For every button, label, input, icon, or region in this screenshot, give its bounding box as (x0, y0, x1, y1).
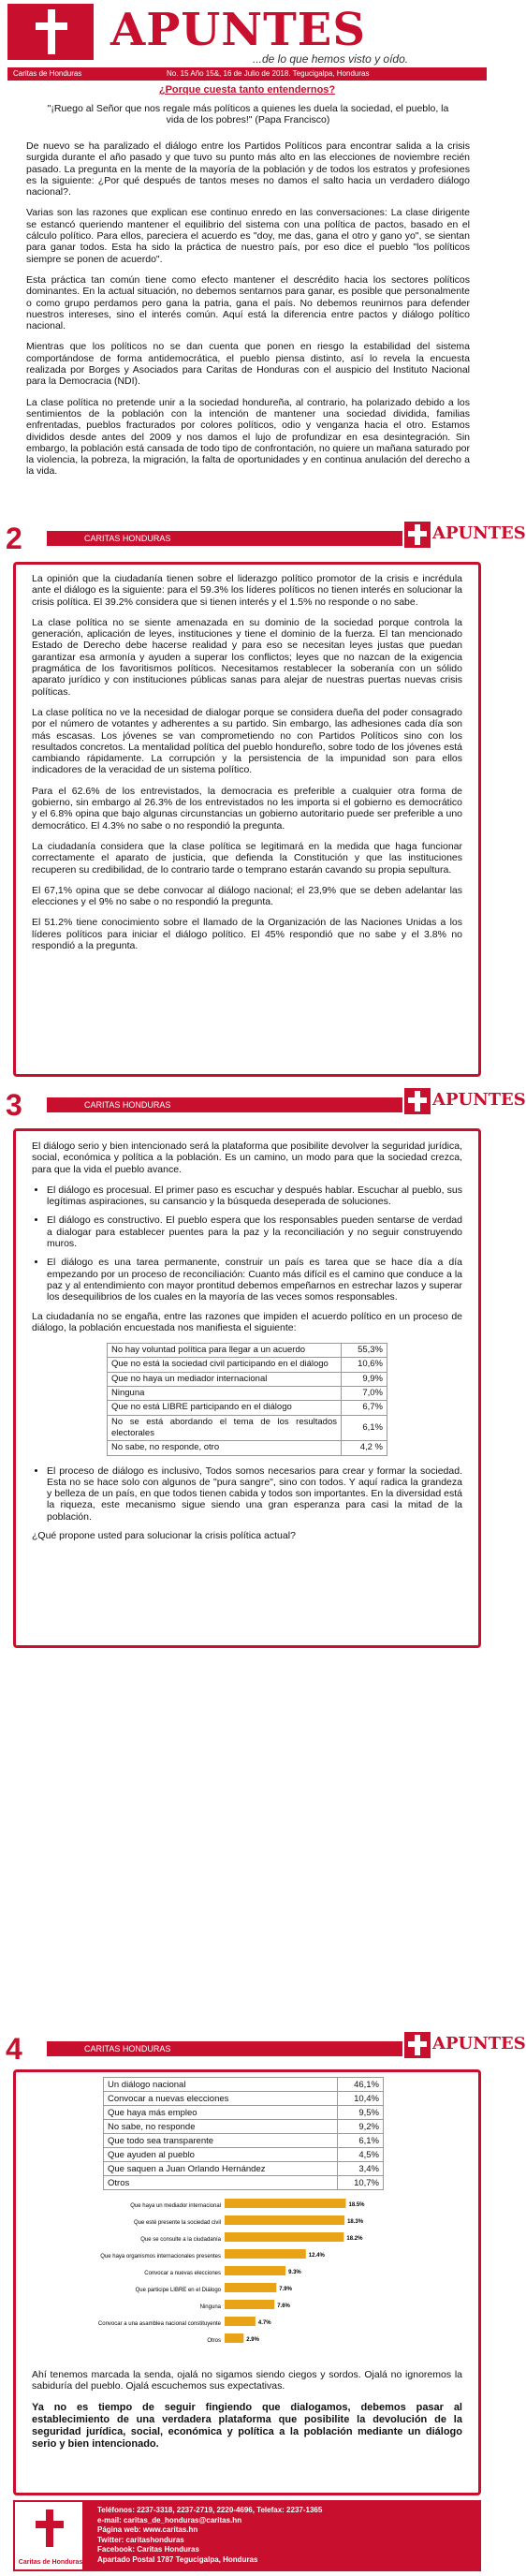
table-row (108, 1401, 387, 1415)
cross-icon (36, 2510, 64, 2547)
pope-quote: "¡Ruego al Señor que nos regale más políticos a quienes les duela la sociedad, el pueblo, la vida de los pobres!" (Papa Francisco) (47, 103, 449, 126)
issue-info: No. 15 Año 15&, 16 de Julio de 2018. Tegucigalpa, Honduras (167, 69, 370, 78)
data-label: 2.9% (246, 2337, 259, 2343)
footer-logo (13, 2500, 84, 2571)
table-cell-label: Que haya más empleo (104, 2106, 338, 2120)
table-row (108, 1415, 387, 1441)
issue-bar (7, 67, 487, 81)
paragraph: La clase política no se siente amenazada en su dominio de la sociedad porque controla la generación, aplicación de leyes, instituciones y tiene el dominio de la fuerza. El tan mencionado Estado de Derecho debe hacerse realidad y para eso se necesitan leyes justas que puedan garantizar esa armonía y ayuden a superar los conflictos; leyes que no nazcan de la exigencia pragmática de los favoritismos políticos. Necesitamos restablecer la soberanía con un sólido aparato jurídico y con instituciones públicas sanas para alejar de nuestras puertas nuevas crisis políticas. (32, 616, 462, 698)
table-row (104, 2078, 384, 2092)
table-row (104, 2134, 384, 2148)
data-label: 18.5% (348, 2202, 365, 2208)
table-cell-value: 55,3% (342, 1344, 387, 1358)
bar (225, 2249, 306, 2259)
footer (13, 2500, 481, 2571)
table-row (108, 1387, 387, 1401)
contact-line[interactable]: Facebook: Caritas Honduras (97, 2545, 199, 2554)
footer-logo-text: Caritas de Honduras (18, 2559, 83, 2566)
bullet-list (32, 1185, 462, 1303)
contact-line: Apartado Postal 1787 Tegucigalpa, Honduras (97, 2554, 258, 2564)
data-label: 18.3% (347, 2219, 364, 2225)
table-cell-label: Un diálogo nacional (104, 2078, 338, 2092)
cross-icon (36, 9, 67, 54)
mini-title: APUNTES (432, 2034, 526, 2053)
category-label: Que haya organismos internacionales presentes (100, 2254, 221, 2260)
bar (225, 2300, 274, 2309)
final-statement: Ya no es tiempo de seguir fingiendo que dialogamos, debemos pasar al establecimiento de una verdadera plataforma que posibilite la devolución de la seguridad jurídica, social, económica y política a la población mediante un diálogo serio y bien intencionado. (32, 2401, 462, 2450)
section-number: 4 (6, 2032, 22, 2066)
category-label: Ninguna (199, 2304, 221, 2310)
table-row (104, 2176, 384, 2190)
paragraph: ¿Qué propone usted para solucionar la crisis política actual? (32, 1530, 296, 1542)
bar (225, 2232, 343, 2242)
table-row (108, 1441, 387, 1455)
caritas-logo (7, 4, 94, 60)
org-name: Caritas de Honduras (13, 69, 82, 78)
contact-line: Teléfonos: 2237-3318, 2237-2719, 2220-4696, Telefax: 2237-1365 (97, 2506, 323, 2514)
page2-body (32, 573, 462, 961)
data-label: 7.6% (277, 2304, 290, 2309)
proposals-table-wrap (103, 2077, 384, 2190)
table-cell-value: 10,7% (338, 2176, 384, 2190)
cross-icon (404, 2032, 431, 2058)
category-label: Que participe LIBRE en el Diálogo (135, 2288, 221, 2293)
bar (225, 2215, 344, 2225)
table-cell-label: Otros (104, 2176, 338, 2190)
paragraph: Esta práctica tan común tiene como efecto mantener el descrédito hacia los sectores políticos dominantes. En la actual situación, no debemos sentarnos para ganar, es posible que personalmente o como grupo perdamos pero gana la patria, gana el país. No debemos reunirnos para defender nuestros intereses, sino el interés común. Aquí está la diferencia entre pactos y diálogo político nacional. (26, 273, 470, 332)
table-cell-label: No hay voluntad política para llegar a un acuerdo (108, 1344, 342, 1358)
table-cell-label: Que saquen a Juan Orlando Hernández (104, 2162, 338, 2176)
paragraph: Varias son las razones que explican ese continuo enredo en las conversaciones: La clase dirigente se estancó queriendo mantener el equilibrio del sistema con una política de pactos, basado en el cálculo político. Para ellos, pareciera el acuerdo es "doy, me das, gana el otro y gano yo", se sientan para ganar todos. Esta ha sido la práctica de nuestro país, por eso dice el pueblo "los políticos siempre se ponen de acuerdo". (26, 207, 470, 265)
table-cell-value: 46,1% (338, 2078, 384, 2092)
section-number: 3 (6, 1088, 22, 1122)
section-header-2 (0, 520, 526, 557)
paragraph: Para el 62.6% de los entrevistados, la democracia es preferible a cualquier otra forma de gobierno, sin embargo al 26.3% de los entrevistados no les importa si el gobierno es democrático y el 6.8% opina que bajo algunas circunstancias un gobierno autoritario puede ser preferible a uno democrático. El 4.3% no sabe o no respondió la pregunta. (32, 785, 462, 832)
proposals-table (103, 2077, 384, 2190)
page1-question: ¿Porque cuesta tanto entendernos? (158, 84, 336, 96)
table-cell-value: 9,5% (338, 2106, 384, 2120)
section-bar: CARITAS HONDURAS (47, 2041, 402, 2056)
table-cell-value: 10,4% (338, 2092, 384, 2106)
paragraph: La ciudadanía considera que la clase política se legitimará en la medida que haga funcionar correctamente el aparato de justicia, que defienda la Constitución y que las instituciones recuperen su credibilidad, de lo contrario tarde o temprano estarán cavando su propia sepultura. (32, 840, 462, 876)
table-cell-label: Que no haya un mediador internacional (108, 1372, 342, 1386)
table-cell-label: Que todo sea transparente (104, 2134, 338, 2148)
table-row (108, 1344, 387, 1358)
table-cell-label: Que no está la sociedad civil participando en el diálogo (108, 1358, 342, 1372)
mini-title: APUNTES (432, 1090, 526, 1110)
bar (225, 2266, 285, 2275)
page4-body (32, 2369, 462, 2460)
table-row (104, 2120, 384, 2134)
category-label: Que haya un mediador internacional (130, 2203, 221, 2209)
table-cell-value: 10,6% (342, 1358, 387, 1372)
table-row (108, 1372, 387, 1386)
paragraph: La clase política no pretende unir a la sociedad hondureña, al contrario, ha polarizado debido a los sentimientos de la población con la intención de mantener una sociedad dividida, familias enfrentadas, pueblos fracturados por colores políticos, odio y venganza hacia el otro. Estamos divididos desde antes del 2009 y nos damos el lujo de profundizar en esa desintegración. Sin embargo, la población está cansada de todo tipo de confrontación, no quiere un mañana saturado por la violencia, la pobreza, la migración, la falta de oportunidades y en continua anulación del derecho a la vida. (26, 396, 470, 478)
bar (225, 2317, 256, 2326)
paragraph: La opinión que la ciudadanía tienen sobre el liderazgo político promotor de la crisis e incrédula ante el diálogo es la siguiente: para el 59.3% los líderes políticos no tienen interés en solucionar la crisis política. El 39.2% considera que si tienen interés y el 1.5% no responde o no sabe. (32, 573, 462, 608)
list-item: • El diálogo es una tarea permanente, construir un país es tarea que se hace día a día empezando por un proceso de reconciliación: Cuanto más difícil es el camino que conduce a la paz y al entendimiento con mayor prontitud debemos empeñarnos en estrechar lazos y superar los desequilibrios de los cuales en la mayoría de las veces somos responsables. (47, 1257, 462, 1303)
cross-icon (404, 522, 431, 548)
paragraph: La clase política no ve la necesidad de dialogar porque se considera dueña del poder consagrado por el número de votantes y adherentes a su partido. Sin embargo, las adhesiones cada día son más escasas. Los jóvenes se van comprometiendo no con Partidos Políticos sino con los resultados concretos. La mentalidad política del pueblo hondureño, sobre todo de los jóvenes está cambiando rápidamente. La corrupción y la persistencia de la impunidad son para ellos indicadores de la veracidad de un sistema político. (32, 706, 462, 776)
data-label: 7.9% (279, 2287, 292, 2292)
contact-line[interactable]: Página web: www.caritas.hn (97, 2525, 198, 2534)
table-cell-value: 4,2 % (342, 1441, 387, 1455)
table-cell-value: 6,7% (342, 1401, 387, 1415)
category-label: Convocar a una asamblea nacional constituyente (97, 2321, 221, 2327)
category-label: Otros (207, 2338, 221, 2344)
publication-title: APUNTES (110, 4, 367, 56)
section-header-4 (0, 2030, 526, 2068)
list-item: • El diálogo es procesual. El primer paso es escuchar y después hablar. Escuchar al pueblo, sus legítimas aspiraciones, su cansancio y la búsqueda deseperada de soluciones. (47, 1185, 462, 1208)
table-cell-value: 6,1% (338, 2134, 384, 2148)
table-cell-label: Convocar a nuevas elecciones (104, 2092, 338, 2106)
paragraph: Ahí tenemos marcada la senda, ojalá no sigamos siendo ciegos y sordos. Ojalá no ignoremos la sabiduría del pueblo. Ojalá escuchemos sus expectativas. (32, 2369, 462, 2392)
data-label: 18.2% (346, 2236, 363, 2242)
paragraph: El 51.2% tiene conocimiento sobre el llamado de la Organización de las Naciones Unidas a los líderes políticos para iniciar el diálogo político. El 45% respondió que no sabe y el 3.8% no respondió a la pregunta. (32, 917, 462, 952)
table-cell-label: No sabe, no responde (104, 2120, 338, 2134)
table-row (104, 2092, 384, 2106)
data-label: 4.7% (257, 2320, 271, 2326)
list-item: • El proceso de diálogo es inclusivo, Todos somos necesarios para crear y formar la sociedad. Esta no se hace solo con algunos de "pura sangre", sino con todos. Y aquí radica la grandeza y belleza de un país, en que todos tienen cabida y todos son importantes. En la diversidad está la riqueza, este mecanismo sigue siendo una gran esperanza para casi la mitad de la población. (47, 1465, 462, 1523)
contact-line[interactable]: Twitter: caritashonduras (97, 2535, 184, 2544)
table-cell-label: Que no está LIBRE participando en el diálogo (108, 1401, 342, 1415)
tagline: ...de lo que hemos visto y oído. (253, 52, 409, 66)
paragraph: De nuevo se ha paralizado el diálogo entre los Partidos Políticos para encontrar salida a la crisis surgida durante el año pasado y que tuvo su punto más alto en las elecciones de noviembre recién pasado. La pregunta en la mente de la mayoría de la población y de todos los estratos y profesiones es la siguiente: ¿Por qué después de tantos meses no damos el salto hacia un verdadero diálogo nacional?. (26, 140, 470, 199)
paragraph: El 67,1% opina que se debe convocar al diálogo nacional; el 23,9% que se deben adelantar las elecciones y el 9% no sabe o no respondió la pregunta. (32, 884, 462, 908)
section-bar: CARITAS HONDURAS (47, 1097, 402, 1112)
table-cell-value: 9,2% (338, 2120, 384, 2134)
bar (225, 2283, 276, 2292)
table-row (104, 2106, 384, 2120)
section-number: 2 (6, 522, 22, 555)
category-label: Convocar a nuevas elecciones (144, 2271, 221, 2276)
data-label: 9.3% (288, 2270, 301, 2275)
table-cell-value: 9,9% (342, 1372, 387, 1386)
table-cell-label: No sabe, no responde, otro (108, 1441, 342, 1455)
bar (225, 2199, 346, 2208)
paragraph: El diálogo serio y bien intencionado será la plataforma que posibilite devolver la seguridad jurídica, social, económica y política a la población. Es un camino, un modo para que la sociedad crezca, para que la vida el pueblo avance. (32, 1141, 462, 1175)
table-row (108, 1358, 387, 1372)
table-cell-value: 3,4% (338, 2162, 384, 2176)
section-header-3 (0, 1086, 526, 1124)
proposals-chart (97, 2191, 384, 2360)
contact-info (97, 2506, 322, 2565)
table-row (104, 2162, 384, 2176)
reasons-table (107, 1343, 387, 1455)
table-cell-label: Ninguna (108, 1387, 342, 1401)
table-cell-label: Que ayuden al pueblo (104, 2148, 338, 2162)
table-cell-value: 6,1% (342, 1415, 387, 1441)
table-row (104, 2148, 384, 2162)
table-cell-label: No se está abordando el tema de los resultados electorales (108, 1415, 342, 1441)
bullet-list (32, 1465, 462, 1523)
paragraph: Mientras que los políticos no se dan cuenta que ponen en riesgo la estabilidad del sistema comportándose de forma antidemocrática, el pueblo piensa distinto, así lo revela la encuesta realizada por Borges y Asociados para Caritas de Honduras con el auspicio del Instituto Nacional para la Democracia (NDI). (26, 341, 470, 388)
data-label: 12.4% (308, 2253, 325, 2259)
bar (225, 2333, 243, 2343)
table-cell-value: 7,0% (342, 1387, 387, 1401)
mini-title: APUNTES (432, 523, 526, 543)
page3-body (32, 1141, 462, 1551)
contact-line[interactable]: e-mail: caritas_de_honduras@caritas.hn (97, 2515, 242, 2524)
table-cell-value: 4,5% (338, 2148, 384, 2162)
list-item: • El diálogo es constructivo. El pueblo espera que los responsables pueden sentarse de verdad a dialogar para establecer puentes para la paz y la reconciliación y no seguir construyendo muros. (47, 1214, 462, 1249)
category-label: Que se consulte a la ciudadanía (140, 2237, 221, 2243)
paragraph: La ciudadanía no se engaña, entre las razones que impiden el acuerdo político en un proceso de diálogo, la población encuestada nos manifiesta el siguiente: (32, 1310, 462, 1333)
page1-body (26, 140, 470, 487)
section-bar: CARITAS HONDURAS (47, 531, 402, 546)
cross-icon (404, 1088, 431, 1114)
category-label: Que esté presente la sociedad civil (133, 2220, 221, 2226)
